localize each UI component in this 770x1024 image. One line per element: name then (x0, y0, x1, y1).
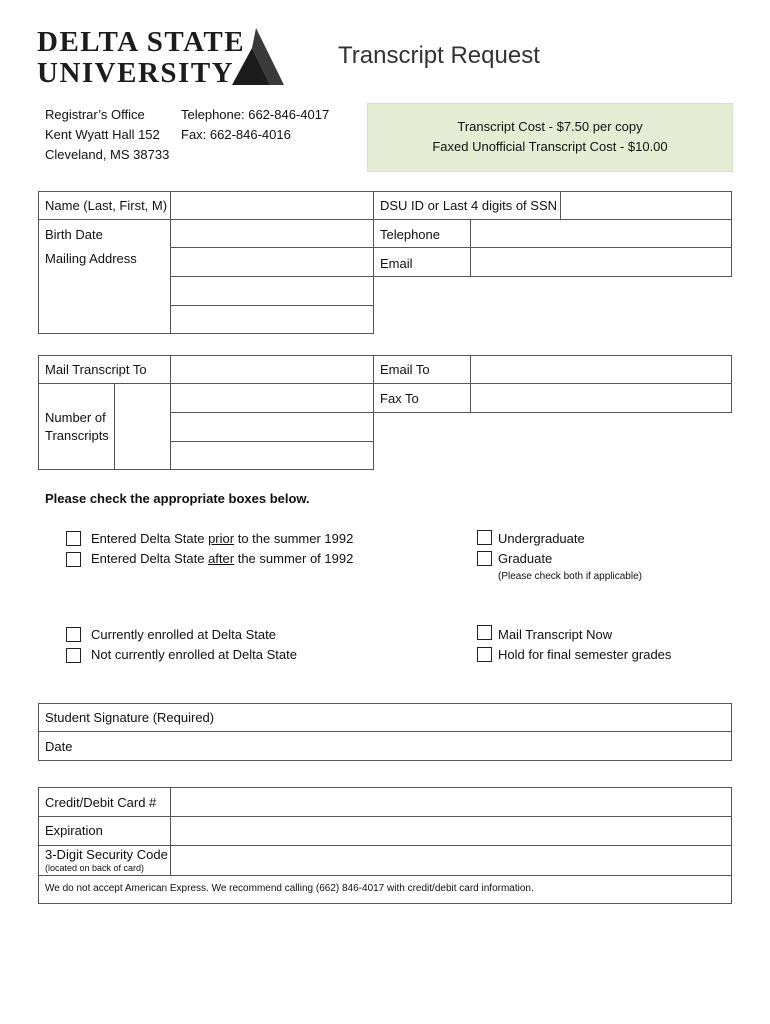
id-label: DSU ID or Last 4 digits of SSN (380, 198, 558, 213)
mail-to-field-2[interactable] (170, 383, 374, 413)
security-code-field[interactable] (170, 845, 732, 876)
mail-to-field-4[interactable] (170, 441, 374, 470)
fax-to-field[interactable] (470, 383, 732, 413)
undergraduate-label: Undergraduate (498, 531, 585, 546)
card-number-field[interactable] (170, 787, 732, 817)
mailing-address-field-1[interactable] (170, 247, 374, 277)
registrar-telephone: Telephone: 662-846-4017 (181, 107, 330, 122)
number-of-transcripts-label-1: Number of (45, 410, 106, 425)
security-code-label: 3-Digit Security Code (45, 847, 168, 862)
transcript-cost: Transcript Cost - $7.50 per copy (457, 119, 643, 134)
undergraduate-checkbox[interactable] (477, 530, 492, 545)
signature-label: Student Signature (Required) (45, 710, 215, 725)
mailing-address-label: Mailing Address (45, 251, 137, 266)
date-label: Date (45, 739, 73, 754)
registrar-office: Registrar’s Office (45, 107, 145, 122)
graduate-label: Graduate (498, 551, 553, 566)
registrar-city: Cleveland, MS 38733 (45, 147, 170, 162)
registrar-fax: Fax: 662-846-4016 (181, 127, 291, 142)
email-field[interactable] (470, 247, 732, 277)
birth-date-label: Birth Date (45, 227, 103, 242)
entered-after-checkbox[interactable] (66, 552, 81, 567)
number-of-transcripts-field[interactable] (114, 383, 171, 470)
faxed-cost: Faxed Unofficial Transcript Cost - $10.00 (432, 139, 668, 154)
checkbox-instructions: Please check the appropriate boxes below. (45, 491, 310, 506)
payment-notice: We do not accept American Express. We recommend calling (662) 846-4017 with credit/debit card information. (45, 883, 534, 894)
check-both-note: (Please check both if applicable) (498, 571, 642, 582)
delta-logo-icon (228, 28, 284, 86)
not-enrolled-label: Not currently enrolled at Delta State (91, 647, 297, 662)
expiration-label: Expiration (45, 823, 103, 838)
mail-to-label: Mail Transcript To (45, 362, 147, 377)
currently-enrolled-checkbox[interactable] (66, 627, 81, 642)
page-title: Transcript Request (338, 42, 540, 69)
number-of-transcripts-label-2: Transcripts (45, 428, 109, 443)
entered-prior-label: Entered Delta State prior to the summer 1992 (91, 531, 354, 546)
email-to-label: Email To (380, 362, 430, 377)
mailing-address-field-2[interactable] (170, 276, 374, 306)
graduate-checkbox[interactable] (477, 551, 492, 566)
security-code-note: (located on back of card) (45, 863, 145, 873)
birth-date-field[interactable] (170, 219, 374, 248)
telephone-label: Telephone (380, 227, 440, 242)
mail-now-checkbox[interactable] (477, 625, 492, 640)
name-field[interactable] (170, 191, 374, 220)
id-field[interactable] (560, 191, 732, 220)
email-to-field[interactable] (470, 355, 732, 384)
date-field[interactable] (38, 731, 732, 761)
entered-after-label: Entered Delta State after the summer of 1992 (91, 551, 354, 566)
currently-enrolled-label: Currently enrolled at Delta State (91, 627, 276, 642)
mail-now-label: Mail Transcript Now (498, 627, 613, 642)
cost-info-box (367, 103, 733, 172)
mailing-address-field-3[interactable] (170, 305, 374, 334)
card-number-label: Credit/Debit Card # (45, 795, 157, 810)
expiration-field[interactable] (170, 816, 732, 846)
fax-to-label: Fax To (380, 391, 419, 406)
mail-to-field-3[interactable] (170, 412, 374, 442)
name-label: Name (Last, First, M) (45, 198, 168, 213)
hold-grades-label: Hold for final semester grades (498, 647, 672, 662)
registrar-hall: Kent Wyatt Hall 152 (45, 127, 160, 142)
number-label-cell (38, 383, 115, 470)
hold-grades-checkbox[interactable] (477, 647, 492, 662)
not-enrolled-checkbox[interactable] (66, 648, 81, 663)
logo-text-line1: DELTA STATE (37, 26, 246, 58)
logo-text-line2: UNIVERSITY (37, 57, 235, 89)
entered-prior-checkbox[interactable] (66, 531, 81, 546)
telephone-field[interactable] (470, 219, 732, 248)
email-label: Email (380, 256, 413, 271)
mail-to-field-1[interactable] (170, 355, 374, 384)
